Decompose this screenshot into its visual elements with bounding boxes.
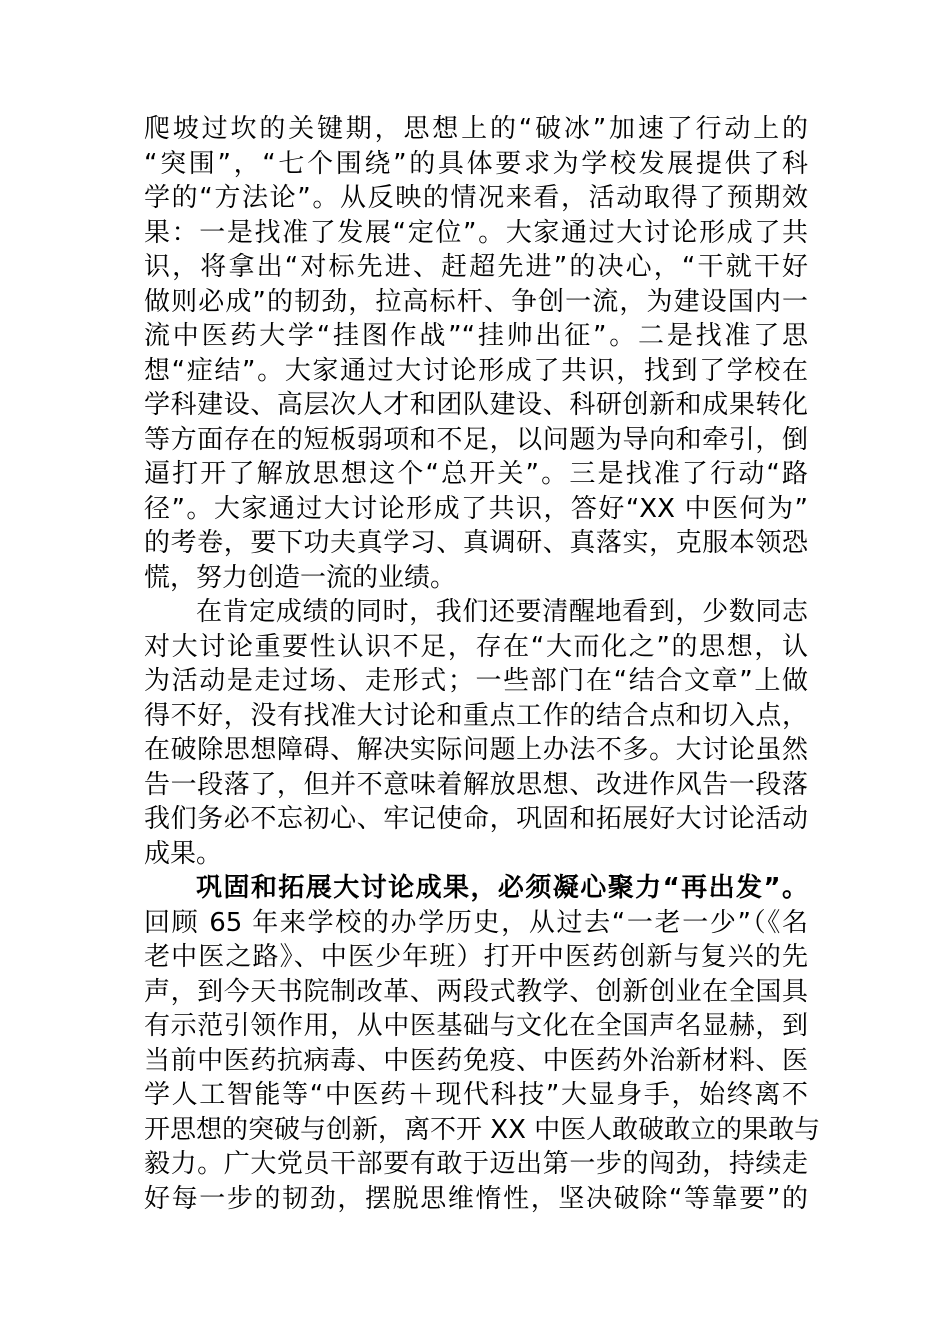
- text-line: 告一段落了，但并不意味着解放思想、改进作风告一段落: [144, 769, 808, 800]
- text-line: 等方面存在的短板弱项和不足，以问题为导向和牵引，倒: [144, 424, 808, 455]
- text-line: 在肯定成绩的同时，我们还要清醒地看到，少数同志: [196, 597, 808, 627]
- text-line: 学科建设、高层次人才和团队建设、科研创新和成果转化: [144, 390, 808, 420]
- text-line: 果：一是找准了发展“定位”。大家通过大讨论形成了共: [144, 217, 808, 248]
- text-line: 想“症结”。大家通过大讨论形成了共识，找到了学校在: [144, 355, 808, 386]
- text-line: 慌，努力创造一流的业绩。: [144, 562, 457, 593]
- text-line: 有示范引领作用，从中医基础与文化在全国声名显赫，到: [144, 1011, 808, 1041]
- text-line: 成果。: [144, 838, 223, 869]
- text-line: 逼打开了解放思想这个“总开关”。三是找准了行动“路: [144, 459, 808, 489]
- text-line: 当前中医药抗病毒、中医药免疫、中医药外治新材料、医: [144, 1045, 808, 1076]
- text-line: 做则必成”的韧劲，拉高标杆、争创一流，为建设国内一: [144, 286, 808, 317]
- text-line: 我们务必不忘初心、牢记使命，巩固和拓展好大讨论活动: [144, 804, 808, 834]
- section-lead-heading: 巩固和拓展大讨论成果，必须凝心聚力“再出发”。: [196, 873, 808, 903]
- text-line: 流中医药大学“挂图作战”“挂帅出征”。二是找准了思: [144, 321, 808, 351]
- text-line: 在破除思想障碍、解决实际问题上办法不多。大讨论虽然: [144, 735, 808, 765]
- text-line: 学的“方法论”。从反映的情况来看，活动取得了预期效: [144, 183, 808, 213]
- text-line: 的考卷，要下功夫真学习、真调研、真落实，克服本领恐: [144, 528, 808, 558]
- text-line: 爬坡过坎的关键期，思想上的“破冰”加速了行动上的: [144, 114, 808, 144]
- text-line: 径”。大家通过大讨论形成了共识，答好“XX 中医何为”: [144, 493, 808, 524]
- paragraph-3: [144, 871, 821, 1216]
- text-line: “突围”，“七个围绕”的具体要求为学校发展提供了科: [144, 148, 808, 179]
- document-body: [144, 112, 821, 1216]
- text-line: 为活动是走过场、走形式；一些部门在“结合文章”上做: [144, 666, 808, 696]
- text-line: 毅力。广大党员干部要有敢于迈出第一步的闯劲，持续走: [144, 1149, 808, 1179]
- text-line: 老中医之路》、中医少年班）打开中医药创新与复兴的先: [144, 942, 808, 972]
- text-line: 对大讨论重要性认识不足，存在“大而化之”的思想，认: [144, 631, 808, 662]
- paragraph-1: [144, 112, 808, 595]
- text-line: 识，将拿出“对标先进、赶超先进”的决心，“干就干好: [144, 252, 808, 282]
- text-line: 得不好，没有找准大讨论和重点工作的结合点和切入点，: [144, 700, 808, 731]
- text-line: 回顾 65 年来学校的办学历史，从过去“一老一少”（《名: [144, 907, 808, 938]
- text-line: 学人工智能等“中医药＋现代科技”大显身手，始终离不: [144, 1080, 808, 1110]
- text-line: 声，到今天书院制改革、两段式教学、创新创业在全国具: [144, 976, 808, 1007]
- text-line: 开思想的突破与创新，离不开 XX 中医人敢破敢立的果敢与: [144, 1114, 821, 1145]
- paragraph-2: [144, 595, 808, 871]
- text-line: 好每一步的韧劲，摆脱思维惰性，坚决破除“等靠要”的: [144, 1183, 808, 1214]
